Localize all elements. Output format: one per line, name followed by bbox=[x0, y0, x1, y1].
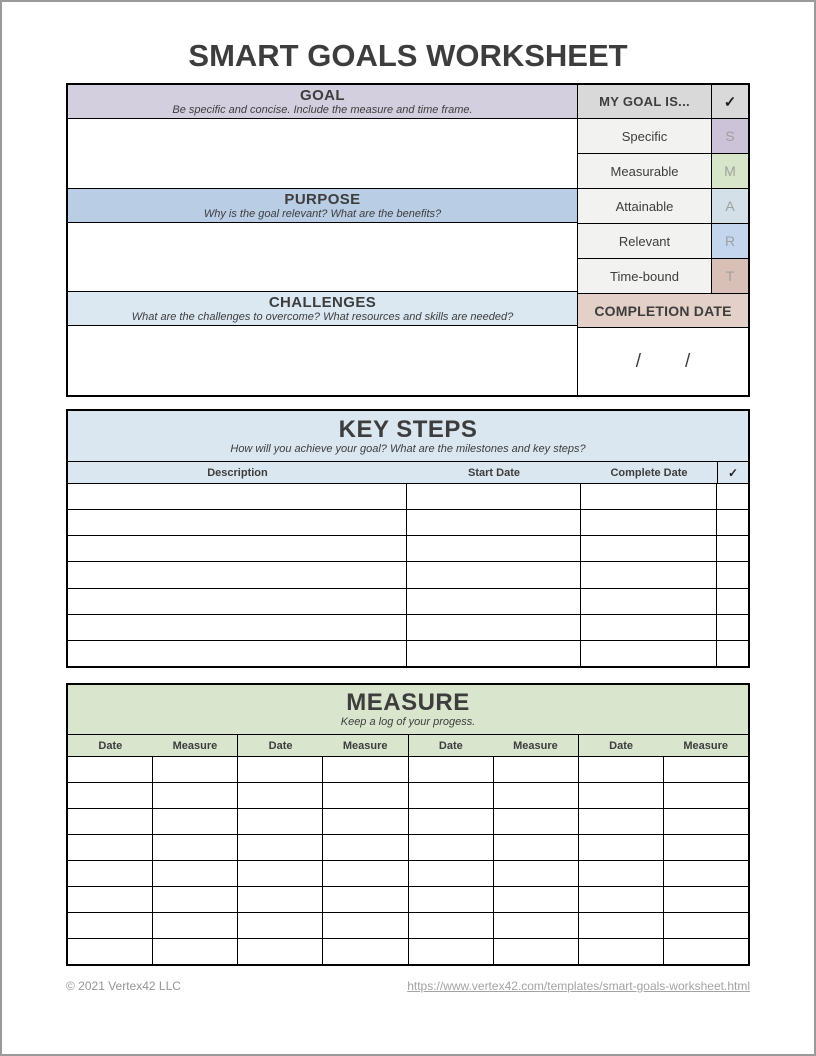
date-value-cell[interactable] bbox=[579, 783, 664, 808]
date-column-header: Date bbox=[438, 739, 463, 752]
challenges-section-header bbox=[68, 292, 577, 326]
page-footer bbox=[66, 979, 750, 993]
key-step-start-date-cell[interactable] bbox=[407, 484, 581, 509]
smart-row-relevant bbox=[578, 224, 748, 259]
smart-row-time-bound bbox=[578, 259, 748, 294]
key-step-check-cell[interactable] bbox=[717, 484, 748, 509]
date-value-cell[interactable] bbox=[238, 809, 323, 834]
measure-value-cell[interactable] bbox=[664, 939, 748, 964]
start-date-column-header: Start Date bbox=[468, 466, 520, 479]
key-step-start-date-cell[interactable] bbox=[407, 641, 581, 666]
my-goal-is-label: MY GOAL IS... bbox=[599, 94, 690, 109]
date-value-cell[interactable] bbox=[409, 809, 494, 834]
key-steps-subtitle: How will you achieve your goal? What are the milestones and key steps? bbox=[230, 442, 586, 455]
purpose-section-header bbox=[68, 189, 577, 223]
goal-table bbox=[66, 83, 750, 397]
date-value-cell[interactable] bbox=[238, 887, 323, 912]
measure-row bbox=[68, 835, 748, 861]
date-value-cell[interactable] bbox=[68, 861, 153, 886]
smart-label-time-bound: Time-bound bbox=[578, 259, 711, 293]
measure-value-cell[interactable] bbox=[494, 809, 579, 834]
measure-column-group bbox=[578, 735, 748, 756]
measure-value-cell[interactable] bbox=[153, 939, 238, 964]
measure-subtitle: Keep a log of your progess. bbox=[340, 716, 476, 728]
key-step-start-date-cell[interactable] bbox=[407, 510, 581, 535]
date-value-cell[interactable] bbox=[68, 783, 153, 808]
key-step-complete-date-cell[interactable] bbox=[581, 589, 717, 614]
measure-column-group bbox=[408, 735, 578, 756]
key-step-row bbox=[68, 615, 748, 641]
purpose-input-area[interactable] bbox=[68, 223, 577, 293]
goal-section-subtitle: Be specific and concise. Include the measure and time frame. bbox=[172, 104, 473, 116]
key-step-complete-date-cell[interactable] bbox=[581, 510, 717, 535]
date-value-cell[interactable] bbox=[409, 887, 494, 912]
key-steps-column-headers bbox=[68, 462, 748, 484]
goal-section-title: GOAL bbox=[300, 87, 345, 104]
key-steps-header bbox=[68, 411, 748, 462]
key-steps-title: KEY STEPS bbox=[338, 415, 478, 443]
key-step-start-date-cell[interactable] bbox=[407, 536, 581, 561]
date-column-header: Date bbox=[268, 739, 293, 752]
date-separator-slash: / bbox=[685, 350, 691, 372]
date-column-header: Date bbox=[98, 739, 123, 752]
date-value-cell[interactable] bbox=[238, 913, 323, 938]
measure-row bbox=[68, 887, 748, 913]
measure-value-cell[interactable] bbox=[323, 913, 408, 938]
measure-value-cell[interactable] bbox=[153, 887, 238, 912]
smart-label-attainable: Attainable bbox=[578, 189, 711, 223]
date-value-cell[interactable] bbox=[238, 835, 323, 860]
measure-row bbox=[68, 913, 748, 939]
purpose-section-subtitle: Why is the goal relevant? What are the benefits? bbox=[203, 207, 442, 220]
measure-column-header: Measure bbox=[683, 739, 728, 752]
measure-value-cell[interactable] bbox=[494, 887, 579, 912]
date-value-cell[interactable] bbox=[579, 757, 664, 782]
measure-row bbox=[68, 861, 748, 887]
measure-row bbox=[68, 757, 748, 783]
date-value-cell[interactable] bbox=[68, 913, 153, 938]
purpose-section-title: PURPOSE bbox=[284, 190, 361, 208]
key-step-check-cell[interactable] bbox=[717, 536, 748, 561]
measure-value-cell[interactable] bbox=[494, 783, 579, 808]
challenges-input-area[interactable] bbox=[68, 326, 577, 395]
date-value-cell[interactable] bbox=[68, 757, 153, 782]
key-step-row bbox=[68, 484, 748, 510]
key-step-row bbox=[68, 510, 748, 536]
measure-title: MEASURE bbox=[346, 689, 470, 716]
date-value-cell[interactable] bbox=[238, 783, 323, 808]
key-step-description-cell[interactable] bbox=[68, 484, 407, 509]
key-step-description-cell[interactable] bbox=[68, 536, 407, 561]
date-value-cell[interactable] bbox=[409, 757, 494, 782]
date-value-cell[interactable] bbox=[238, 861, 323, 886]
date-value-cell[interactable] bbox=[409, 835, 494, 860]
key-step-check-cell[interactable] bbox=[717, 641, 748, 666]
measure-column-group bbox=[237, 735, 407, 756]
smart-checkbox-a[interactable]: A bbox=[711, 189, 748, 223]
date-separator-slash: / bbox=[635, 350, 641, 372]
key-step-check-cell[interactable] bbox=[717, 562, 748, 587]
measure-value-cell[interactable] bbox=[323, 809, 408, 834]
smart-row-attainable bbox=[578, 189, 748, 224]
smart-checkbox-s[interactable]: S bbox=[711, 119, 748, 153]
smart-checkbox-r[interactable]: R bbox=[711, 224, 748, 258]
date-column-header: Date bbox=[609, 739, 633, 752]
goal-input-area[interactable] bbox=[68, 119, 577, 189]
complete-date-column-header: Complete Date bbox=[610, 466, 688, 479]
checkmark-icon: ✓ bbox=[711, 85, 748, 118]
key-step-description-cell[interactable] bbox=[68, 510, 407, 535]
date-value-cell[interactable] bbox=[579, 887, 664, 912]
key-step-check-cell[interactable] bbox=[717, 510, 748, 535]
date-value-cell[interactable] bbox=[409, 861, 494, 886]
measure-value-cell[interactable] bbox=[153, 783, 238, 808]
key-step-description-cell[interactable] bbox=[68, 641, 407, 666]
measure-value-cell[interactable] bbox=[664, 861, 748, 886]
key-step-complete-date-cell[interactable] bbox=[581, 641, 717, 666]
measure-row bbox=[68, 783, 748, 809]
measure-value-cell[interactable] bbox=[153, 913, 238, 938]
measure-value-cell[interactable] bbox=[494, 913, 579, 938]
measure-value-cell[interactable] bbox=[153, 861, 238, 886]
checkmark-icon: ✓ bbox=[717, 462, 748, 483]
measure-row bbox=[68, 939, 748, 964]
measure-column-group bbox=[68, 735, 237, 756]
measure-row bbox=[68, 809, 748, 835]
key-step-description-cell[interactable] bbox=[68, 562, 407, 587]
goal-section-header bbox=[68, 85, 577, 119]
key-steps-rows bbox=[68, 484, 748, 666]
measure-value-cell[interactable] bbox=[323, 783, 408, 808]
date-value-cell[interactable] bbox=[68, 887, 153, 912]
measure-value-cell[interactable] bbox=[664, 809, 748, 834]
key-step-start-date-cell[interactable] bbox=[407, 615, 581, 640]
measure-column-header: Measure bbox=[342, 739, 388, 752]
measure-value-cell[interactable] bbox=[494, 861, 579, 886]
measure-rows bbox=[68, 757, 748, 964]
measure-value-cell[interactable] bbox=[664, 913, 748, 938]
smart-row-measurable bbox=[578, 154, 748, 189]
key-step-start-date-cell[interactable] bbox=[407, 562, 581, 587]
page-title: SMART GOALS WORKSHEET bbox=[188, 38, 628, 73]
key-step-row bbox=[68, 562, 748, 588]
date-value-cell[interactable] bbox=[409, 783, 494, 808]
date-value-cell[interactable] bbox=[68, 835, 153, 860]
template-link[interactable]: https://www.vertex42.com/templates/smart-goals-worksheet.html bbox=[407, 979, 750, 993]
key-step-check-cell[interactable] bbox=[717, 589, 748, 614]
measure-value-cell[interactable] bbox=[494, 757, 579, 782]
date-value-cell[interactable] bbox=[68, 809, 153, 834]
date-value-cell[interactable] bbox=[579, 939, 664, 964]
measure-value-cell[interactable] bbox=[664, 835, 748, 860]
key-step-description-cell[interactable] bbox=[68, 615, 407, 640]
key-step-complete-date-cell[interactable] bbox=[581, 484, 717, 509]
date-value-cell[interactable] bbox=[409, 913, 494, 938]
measure-value-cell[interactable] bbox=[323, 861, 408, 886]
goal-table-left-column bbox=[68, 85, 578, 395]
key-step-start-date-cell[interactable] bbox=[407, 589, 581, 614]
date-value-cell[interactable] bbox=[579, 913, 664, 938]
measure-header bbox=[68, 685, 748, 735]
measure-value-cell[interactable] bbox=[664, 757, 748, 782]
measure-value-cell[interactable] bbox=[153, 809, 238, 834]
measure-column-headers bbox=[68, 735, 748, 757]
key-step-complete-date-cell[interactable] bbox=[581, 562, 717, 587]
measure-value-cell[interactable] bbox=[494, 835, 579, 860]
copyright-text: © 2021 Vertex42 LLC bbox=[66, 979, 181, 993]
measure-value-cell[interactable] bbox=[323, 887, 408, 912]
smart-checkbox-t[interactable]: T bbox=[711, 259, 748, 293]
measure-value-cell[interactable] bbox=[323, 757, 408, 782]
measure-column-header: Measure bbox=[172, 739, 218, 752]
measure-value-cell[interactable] bbox=[153, 835, 238, 860]
date-value-cell[interactable] bbox=[238, 939, 323, 964]
measure-column-header: Measure bbox=[513, 739, 558, 752]
smart-checklist-column bbox=[578, 85, 748, 395]
smart-label-measurable: Measurable bbox=[578, 154, 711, 188]
key-step-complete-date-cell[interactable] bbox=[581, 615, 717, 640]
key-step-complete-date-cell[interactable] bbox=[581, 536, 717, 561]
key-steps-table bbox=[66, 409, 750, 668]
key-step-row bbox=[68, 589, 748, 615]
key-step-description-cell[interactable] bbox=[68, 589, 407, 614]
measure-value-cell[interactable] bbox=[153, 757, 238, 782]
smart-row-specific bbox=[578, 119, 748, 154]
measure-value-cell[interactable] bbox=[664, 783, 748, 808]
challenges-section-title: CHALLENGES bbox=[268, 294, 377, 312]
key-step-row bbox=[68, 536, 748, 562]
date-value-cell[interactable] bbox=[579, 835, 664, 860]
date-value-cell[interactable] bbox=[579, 809, 664, 834]
date-value-cell[interactable] bbox=[68, 939, 153, 964]
key-step-check-cell[interactable] bbox=[717, 615, 748, 640]
key-step-row bbox=[68, 641, 748, 666]
my-goal-is-header-row bbox=[578, 85, 748, 119]
measure-value-cell[interactable] bbox=[664, 887, 748, 912]
smart-checkbox-m[interactable]: M bbox=[711, 154, 748, 188]
date-value-cell[interactable] bbox=[238, 757, 323, 782]
description-column-header: Description bbox=[207, 466, 268, 479]
date-value-cell[interactable] bbox=[409, 939, 494, 964]
measure-value-cell[interactable] bbox=[323, 939, 408, 964]
date-value-cell[interactable] bbox=[579, 861, 664, 886]
completion-date-header: COMPLETION DATE bbox=[578, 294, 748, 328]
measure-table bbox=[66, 683, 750, 966]
measure-value-cell[interactable] bbox=[494, 939, 579, 964]
completion-date-input[interactable] bbox=[578, 328, 748, 395]
challenges-section-subtitle: What are the challenges to overcome? What resources and skills are needed? bbox=[131, 311, 514, 324]
measure-value-cell[interactable] bbox=[323, 835, 408, 860]
smart-label-specific: Specific bbox=[578, 119, 711, 153]
smart-label-relevant: Relevant bbox=[578, 224, 711, 258]
